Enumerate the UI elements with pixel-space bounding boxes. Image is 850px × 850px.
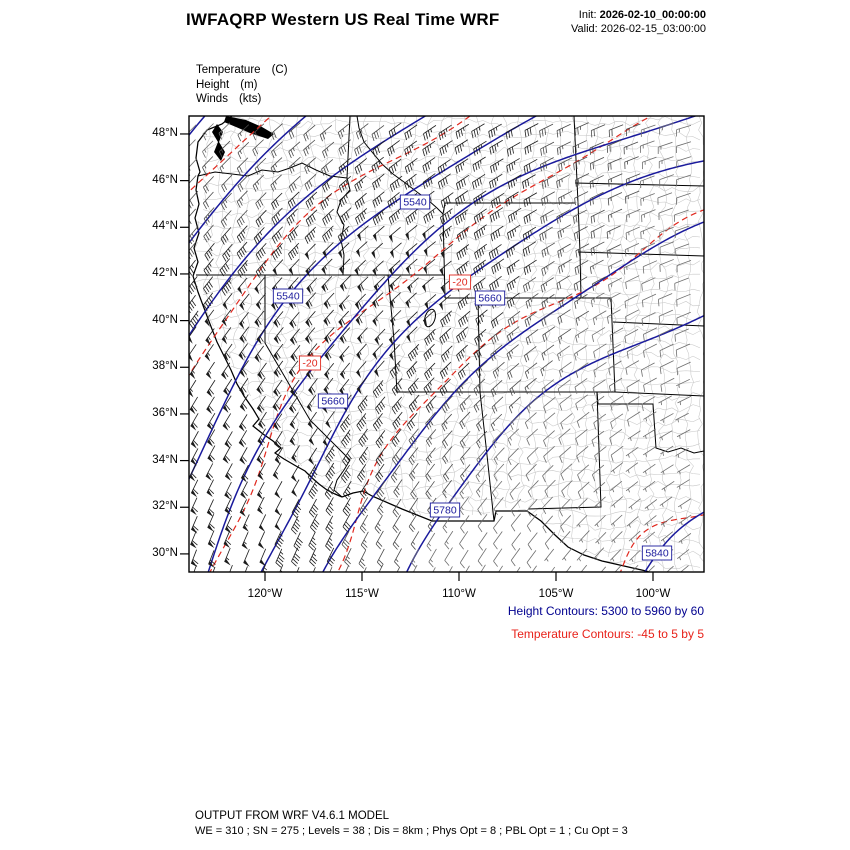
lat-tick-label: 44°N	[152, 220, 178, 233]
init-value: 2026-02-10_00:00:00	[599, 9, 706, 21]
footer-model-line: OUTPUT FROM WRF V4.6.1 MODEL	[195, 810, 390, 822]
legend-height-name: Height	[196, 78, 230, 91]
legend-temperature-name: Temperature	[196, 64, 261, 76]
lat-tick-label: 38°N	[152, 360, 178, 373]
lat-tick-label: 36°N	[152, 406, 178, 419]
lat-tick-label: 48°N	[152, 126, 178, 139]
legend-height-unit: (m)	[240, 78, 258, 91]
init-label: Init:	[578, 9, 597, 21]
wrf-map-canvas	[179, 106, 714, 582]
legend-temperature	[196, 63, 288, 78]
variable-legend	[196, 63, 288, 107]
lon-tick-label: 105°W	[538, 588, 574, 600]
lon-tick-label: 110°W	[442, 588, 476, 600]
lat-tick-label: 34°N	[152, 453, 178, 466]
height-contour-note: Height Contours: 5300 to 5960 by 60	[507, 604, 704, 618]
footer-config-line: WE = 310 ; SN = 275 ; Levels = 38 ; Dis = 8km ; Phys Opt = 8 ; PBL Opt = 1 ; Cu Opt = 3	[195, 825, 628, 837]
lat-tick-label: 32°N	[152, 500, 178, 513]
legend-temperature-unit: (C)	[271, 64, 288, 76]
page-title: IWFAQRP Western US Real Time WRF	[186, 10, 500, 29]
valid-time-line	[571, 22, 706, 36]
legend-winds-name: Winds	[196, 93, 228, 105]
legend-winds-unit: (kts)	[238, 93, 262, 105]
lat-tick-label: 46°N	[152, 173, 178, 186]
lat-tick-label: 40°N	[152, 313, 178, 326]
init-time-line	[571, 8, 706, 22]
model-footer	[195, 809, 628, 839]
valid-label: Valid:	[571, 23, 598, 35]
legend-winds	[196, 92, 288, 107]
legend-height	[196, 78, 288, 93]
temperature-contour-note: Temperature Contours: -45 to 5 by 5	[511, 627, 704, 641]
lon-tick-label: 115°W	[345, 588, 379, 600]
lon-tick-label: 120°W	[247, 588, 283, 600]
lat-tick-label: 30°N	[152, 546, 178, 559]
valid-value: 2026-02-15_03:00:00	[600, 23, 706, 35]
lat-tick-label: 42°N	[152, 266, 178, 279]
lon-tick-label: 100°W	[635, 588, 671, 600]
run-times	[571, 8, 706, 36]
